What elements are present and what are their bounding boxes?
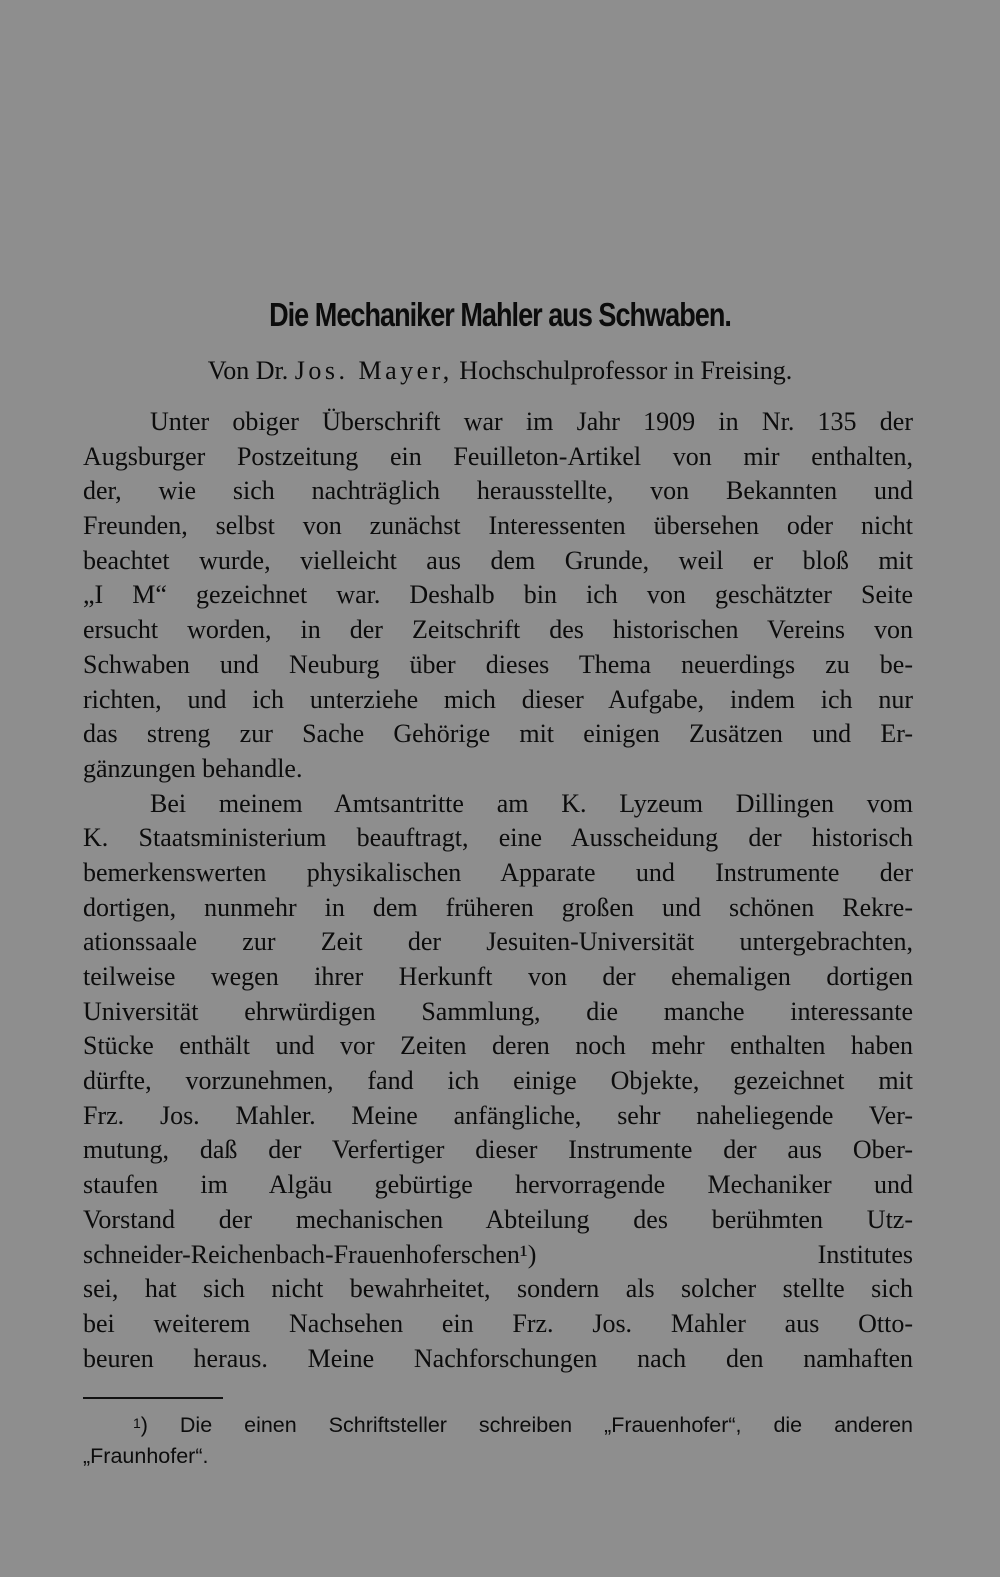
- text-line: Universität ehrwürdigen Sammlung, die manche interessante: [83, 996, 913, 1026]
- footnote-line: [83, 1410, 913, 1441]
- text-line: ersucht worden, in der Zeitschrift des historischen Vereins von: [83, 615, 913, 645]
- footnote: [83, 1410, 913, 1472]
- text-line: Unter obiger Überschrift war im Jahr 1909 in Nr. 135 der: [150, 407, 913, 436]
- text-line: der, wie sich nachträglich herausstellte, von Bekannten und: [83, 476, 913, 506]
- article-body: [83, 405, 913, 1376]
- text-line: bei weiterem Nachsehen ein Frz. Jos. Mahler aus Otto-: [83, 1308, 913, 1338]
- text-line: beuren heraus. Meine Nachforschungen nach den namhaften: [83, 1343, 913, 1373]
- text-line: Schwaben und Neuburg über dieses Thema neuerdings zu be-: [83, 649, 913, 679]
- text-line: K. Staatsministerium beauftragt, eine Ausscheidung der historisch: [83, 823, 913, 853]
- text-line: „I M“ gezeichnet war. Deshalb bin ich von geschätzter Seite: [83, 580, 913, 610]
- footnote-line: „Fraunhofer“.: [83, 1444, 209, 1468]
- text-line: teilweise wegen ihrer Herkunft von der ehemaligen dortigen: [83, 962, 913, 991]
- text-line: Frz. Jos. Mahler. Meine anfängliche, sehr naheliegende Ver-: [83, 1100, 913, 1130]
- byline-suffix: Hochschulprofessor in Freising.: [459, 356, 793, 385]
- article-byline: [0, 356, 1000, 386]
- text-line: staufen im Algäu gebürtige hervorragende Mechaniker und: [83, 1170, 913, 1200]
- footnote-marker: 1: [133, 1415, 141, 1431]
- text-line: Bei meinem Amtsantritte am K. Lyzeum Dillingen vom: [150, 788, 913, 818]
- text-line: dortigen, nunmehr in dem früheren großen und schönen Rekre-: [83, 892, 913, 922]
- text-line: Vorstand der mechanischen Abteilung des berühmten Utz-: [83, 1204, 913, 1234]
- text-line: ationssaale zur Zeit der Jesuiten-Universität untergebrachten,: [83, 927, 913, 957]
- text-line: schneider-Reichenbach-Frauenhoferschen¹) Institutes: [83, 1239, 913, 1269]
- text-line: beachtet wurde, vielleicht aus dem Grunde, weil er bloß mit: [83, 545, 913, 575]
- article-title: Die Mechaniker Mahler aus Schwaben.: [269, 296, 731, 333]
- text-line: sei, hat sich nicht bewahrheitet, sondern als solcher stellte sich: [83, 1274, 913, 1304]
- text-line: dürfte, vorzunehmen, fand ich einige Objekte, gezeichnet mit: [83, 1066, 913, 1096]
- footnote-text: ) Die einen Schriftsteller schreiben „Frauenhofer“, die anderen: [140, 1413, 913, 1437]
- byline-author: Jos. Mayer,: [294, 356, 453, 385]
- text-line: richten, und ich unterziehe mich dieser Aufgabe, indem ich nur: [83, 684, 913, 714]
- text-line: gänzungen behandle.: [83, 753, 303, 783]
- text-line: Stücke enthält und vor Zeiten deren noch mehr enthalten haben: [83, 1031, 913, 1061]
- text-line: mutung, daß der Verfertiger dieser Instrumente der aus Ober-: [83, 1135, 913, 1165]
- text-line: das streng zur Sache Gehörige mit einigen Zusätzen und Er-: [83, 719, 913, 749]
- text-line: bemerkenswerten physikalischen Apparate und Instrumente der: [83, 857, 913, 887]
- byline-prefix: Von Dr.: [207, 356, 289, 385]
- text-line: Freunden, selbst von zunächst Interessenten übersehen oder nicht: [83, 511, 913, 541]
- text-line: Augsburger Postzeitung ein Feuilleton-Artikel von mir enthalten,: [83, 441, 913, 471]
- footnote-divider: [83, 1397, 223, 1399]
